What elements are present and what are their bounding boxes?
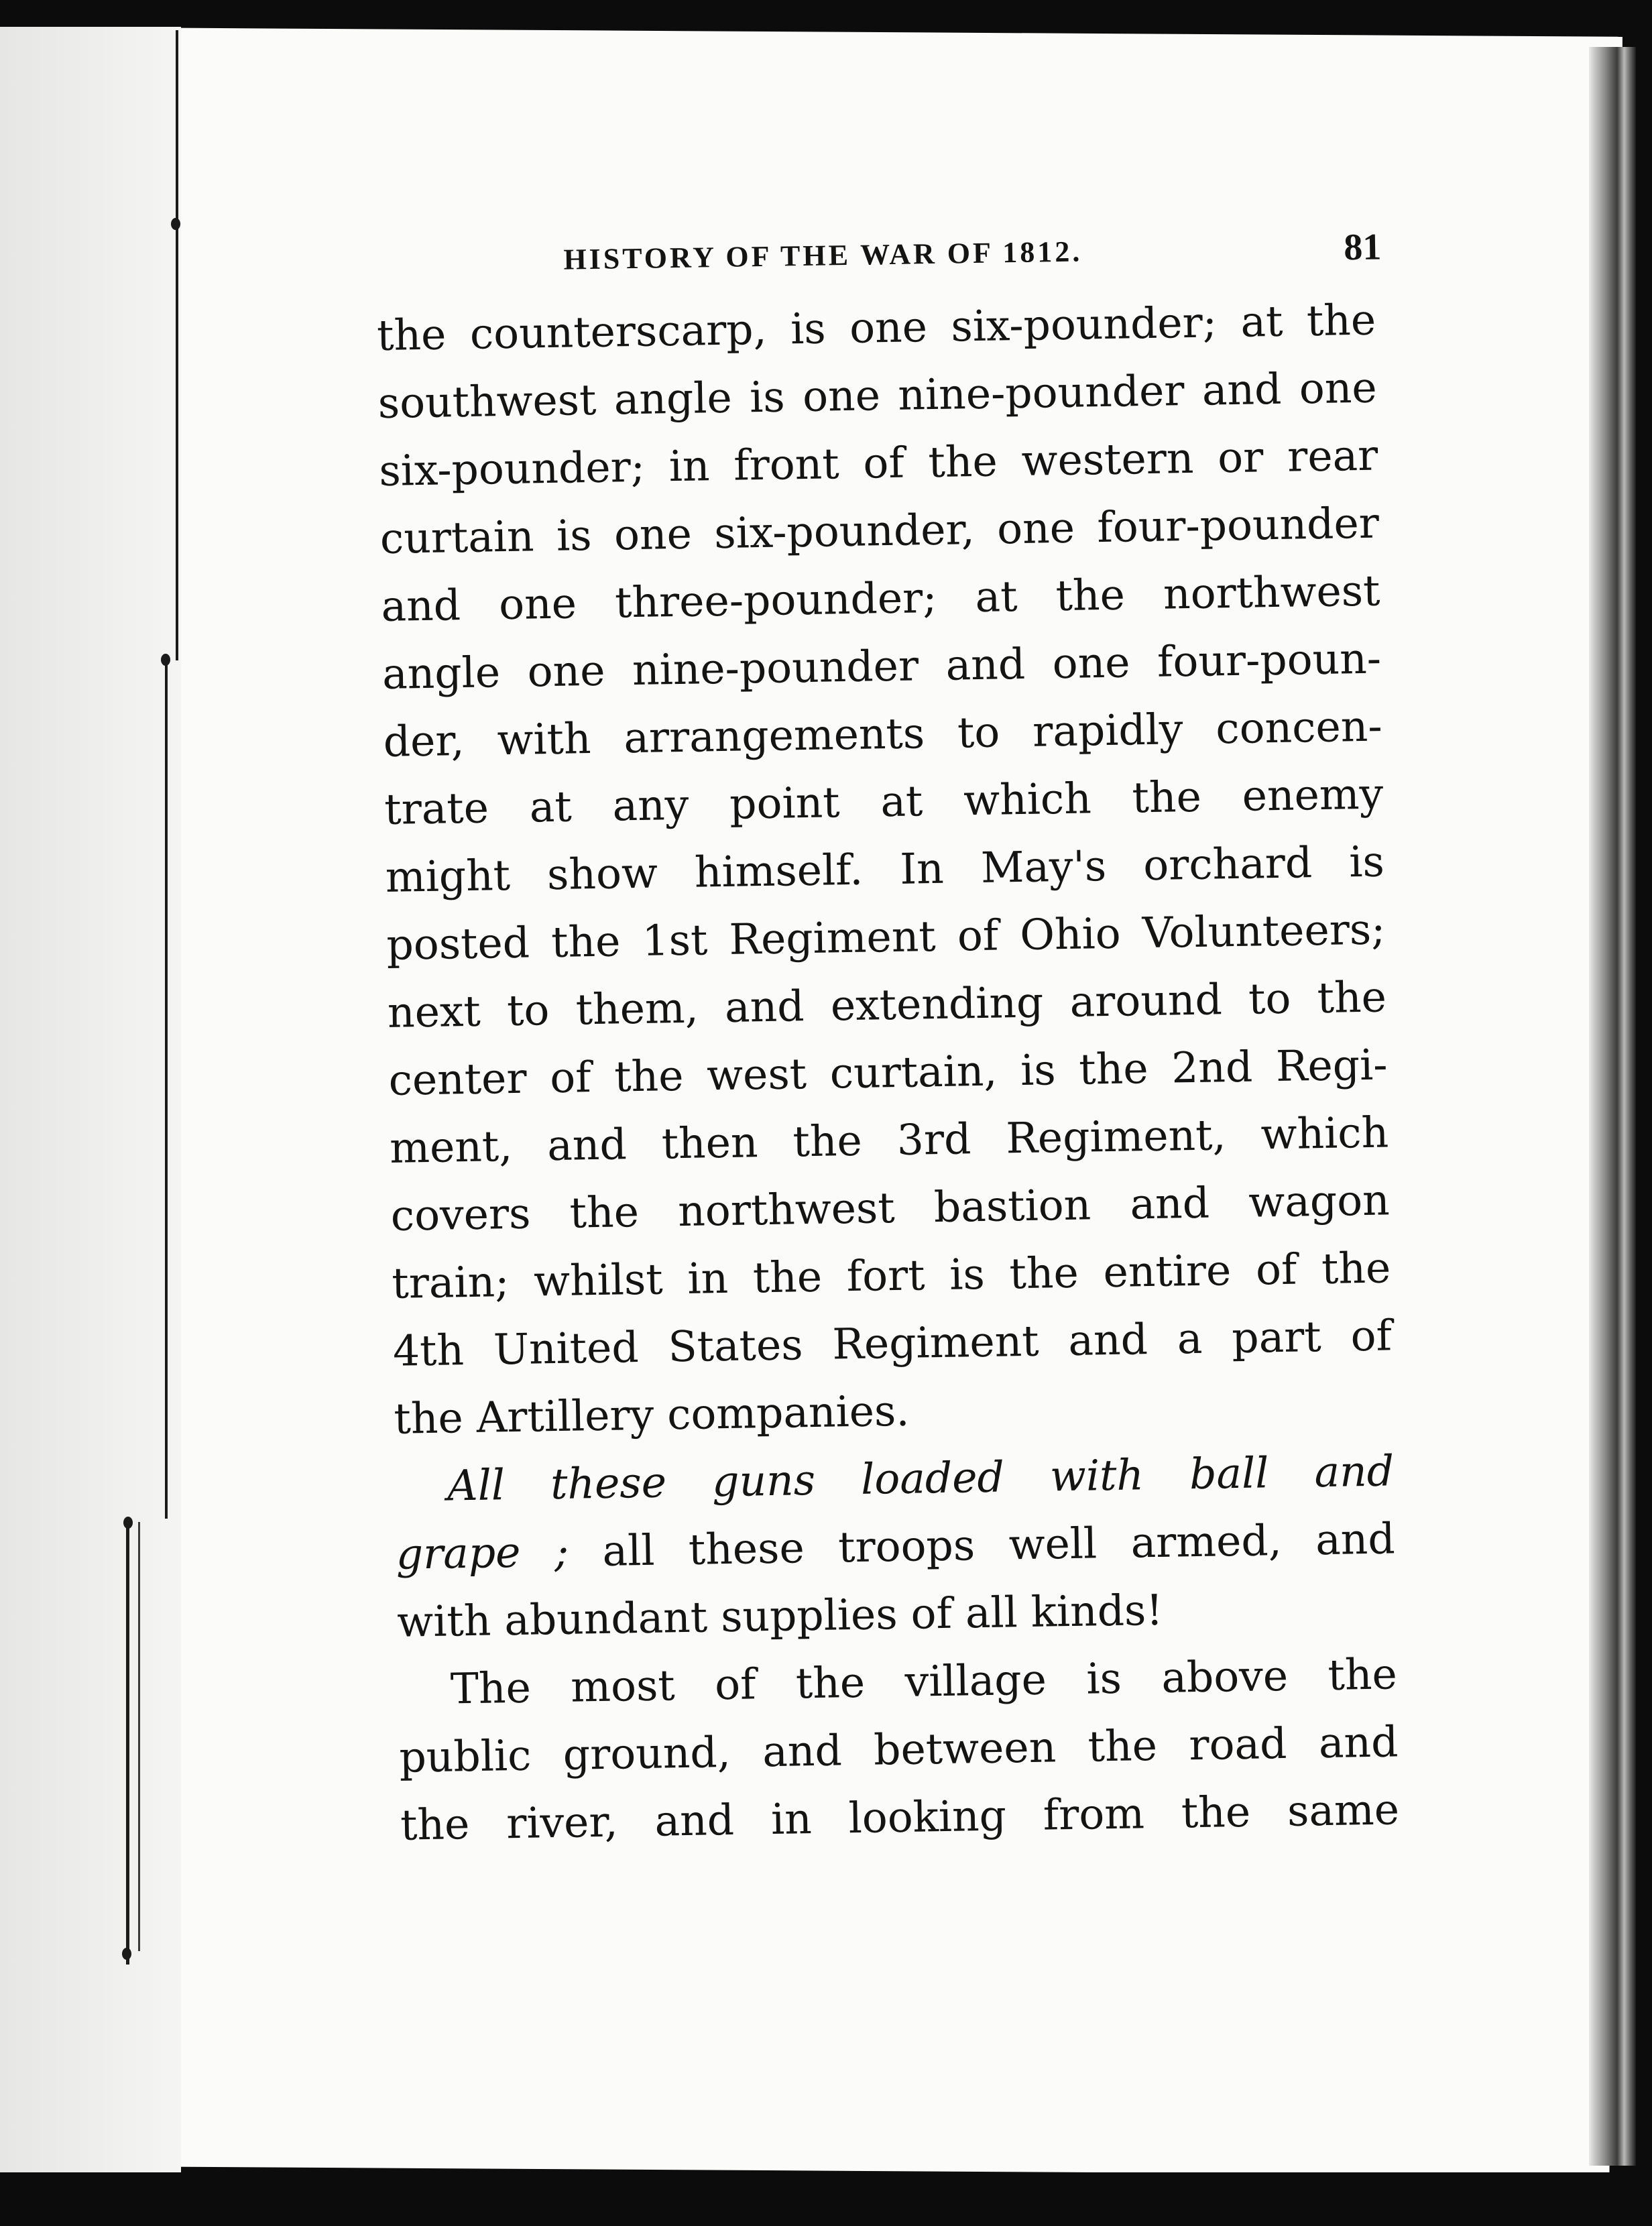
text-line: public ground, and between the road and <box>398 1717 1399 1782</box>
text-line: angle one nine-pounder and one four-poun- <box>381 634 1382 699</box>
binding-stitch-mark <box>123 1517 133 1529</box>
italic-text: grape ; <box>396 1527 569 1579</box>
binding-thread-line <box>126 1522 129 1965</box>
text-line: der, with arrangements to rapidly concen- <box>383 701 1383 766</box>
paragraph-3 <box>398 1640 1400 1859</box>
text-line: six-pounder; in front of the western or rear <box>378 430 1378 495</box>
text-line: curtain is one six-pounder, one four-pounder <box>379 498 1380 563</box>
text-line: might show himself. In May's orchard is <box>385 837 1385 902</box>
text-line: train; whilst in the fort is the entire of the <box>391 1243 1391 1308</box>
text-line: trate at any point at which the enemy <box>384 769 1384 834</box>
binding-thread-line <box>176 30 178 660</box>
bottom-border <box>0 2172 1652 2226</box>
text-line: and one three-pounder; at the northwest <box>380 566 1380 631</box>
text-line: All these guns loaded with ball and <box>447 1446 1395 1511</box>
text-line: covers the northwest bastion and wagon <box>390 1175 1391 1240</box>
left-page-shadow <box>0 27 181 2172</box>
text-line: the Artillery companies. <box>394 1386 910 1444</box>
text-line: posted the 1st Regiment of Ohio Volunteers; <box>386 904 1386 970</box>
text-line: next to them, and extending around to the <box>387 972 1387 1037</box>
binding-thread-line <box>138 1522 140 1951</box>
text-line: ment, and then the 3rd Regiment, which <box>389 1108 1389 1173</box>
paragraph-1 <box>376 286 1393 1453</box>
text-span: all these troops well armed, and <box>568 1514 1396 1576</box>
binding-thread-line <box>165 660 168 1519</box>
page-number: 81 <box>1343 226 1382 269</box>
text-line: center of the west curtain, is the 2nd Regi- <box>388 1040 1389 1105</box>
paragraph-2 <box>394 1437 1397 1655</box>
text-line: with abundant supplies of all kinds! <box>396 1585 1164 1647</box>
binding-stitch-mark <box>122 1948 131 1960</box>
text-line: The most of the village is above the <box>450 1649 1398 1714</box>
text-line: 4th United States Regiment and a part of <box>392 1311 1393 1376</box>
text-line: the counterscarp, is one six-pounder; at the <box>376 295 1376 360</box>
text-line: the river, and in looking from the same <box>400 1785 1400 1850</box>
binding-stitch-mark <box>161 654 170 666</box>
running-head: HISTORY OF THE WAR OF 1812. <box>563 235 1083 276</box>
binding-stitch-mark <box>171 218 180 230</box>
page-content <box>375 226 1400 1859</box>
text-line: southwest angle is one nine-pounder and one <box>377 363 1378 428</box>
page-edge-shadow <box>1589 47 1636 2166</box>
